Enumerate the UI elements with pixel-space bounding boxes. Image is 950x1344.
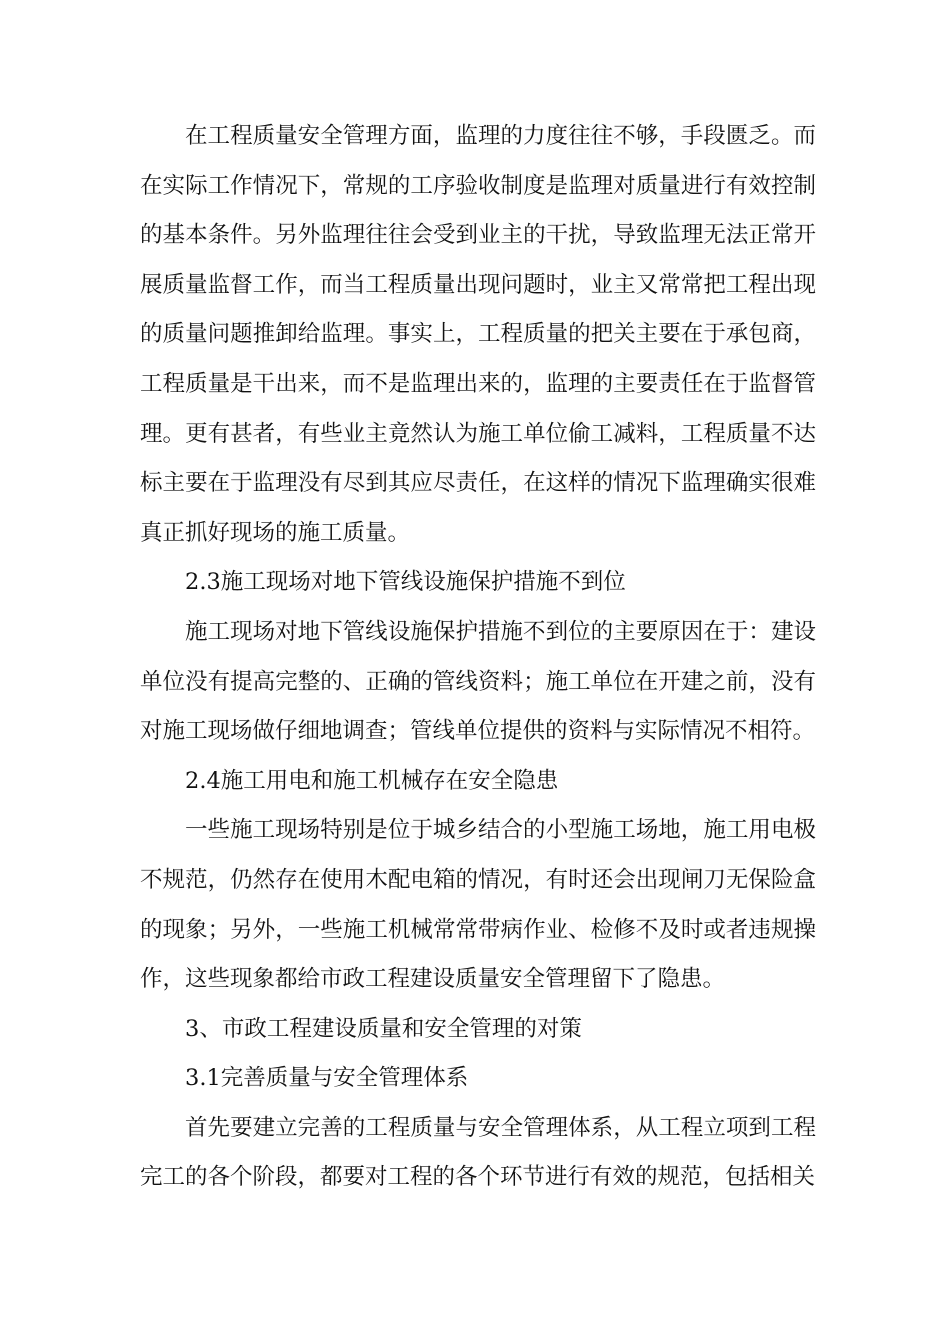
paragraph-electrical-machinery-hazards: 一些施工现场特别是位于城乡结合的小型施工场地，施工用电极不规范，仍然存在使用木配电箱的情况，有时还会出现闸刀无保险盒的现象；另外，一些施工机械常常带病作业、检修不及时或者违规操作，这些现象都给市政工程建设质量安全管理留下了隐患。 <box>140 817 816 993</box>
paragraph-supervision-issues: 在工程质量安全管理方面，监理的力度往往不够，手段匮乏。而在实际工作情况下，常规的工序验收制度是监理对质量进行有效控制的基本条件。另外监理往往会受到业主的干扰，导致监理无法正常开展质量监督工作，而当工程质量出现问题时，业主又常常把工程出现的质量问题推卸给监理。事实上，工程质量的把关主要在于承包商，工程质量是干出来，而不是监理出来的，监理的主要责任在于监督管理。更有甚者，有些业主竟然认为施工单位偷工减料，工程质量不达标主要在于监理没有尽到其应尽责任，在这样的情况下监理确实很难真正抓好现场的施工质量。 <box>140 123 816 546</box>
section-heading-2-3: 2.3施工现场对地下管线设施保护措施不到位 <box>185 569 626 596</box>
paragraph-management-system: 首先要建立完善的工程质量与安全管理体系，从工程立项到工程完工的各个阶段，都要对工程的各个环节进行有效的规范，包括相关 <box>140 1114 816 1191</box>
section-heading-3-1: 3.1完善质量与安全管理体系 <box>185 1065 469 1092</box>
paragraph-pipeline-protection: 施工现场对地下管线设施保护措施不到位的主要原因在于：建设单位没有提高完整的、正确的管线资料；施工单位在开建之前，没有对施工现场做仔细地调查；管线单位提供的资料与实际情况不相符。 <box>140 618 816 745</box>
section-heading-3: 3、市政工程建设质量和安全管理的对策 <box>185 1015 582 1042</box>
section-heading-2-4: 2.4施工用电和施工机械存在安全隐患 <box>185 767 559 794</box>
document-body <box>140 112 816 1203</box>
